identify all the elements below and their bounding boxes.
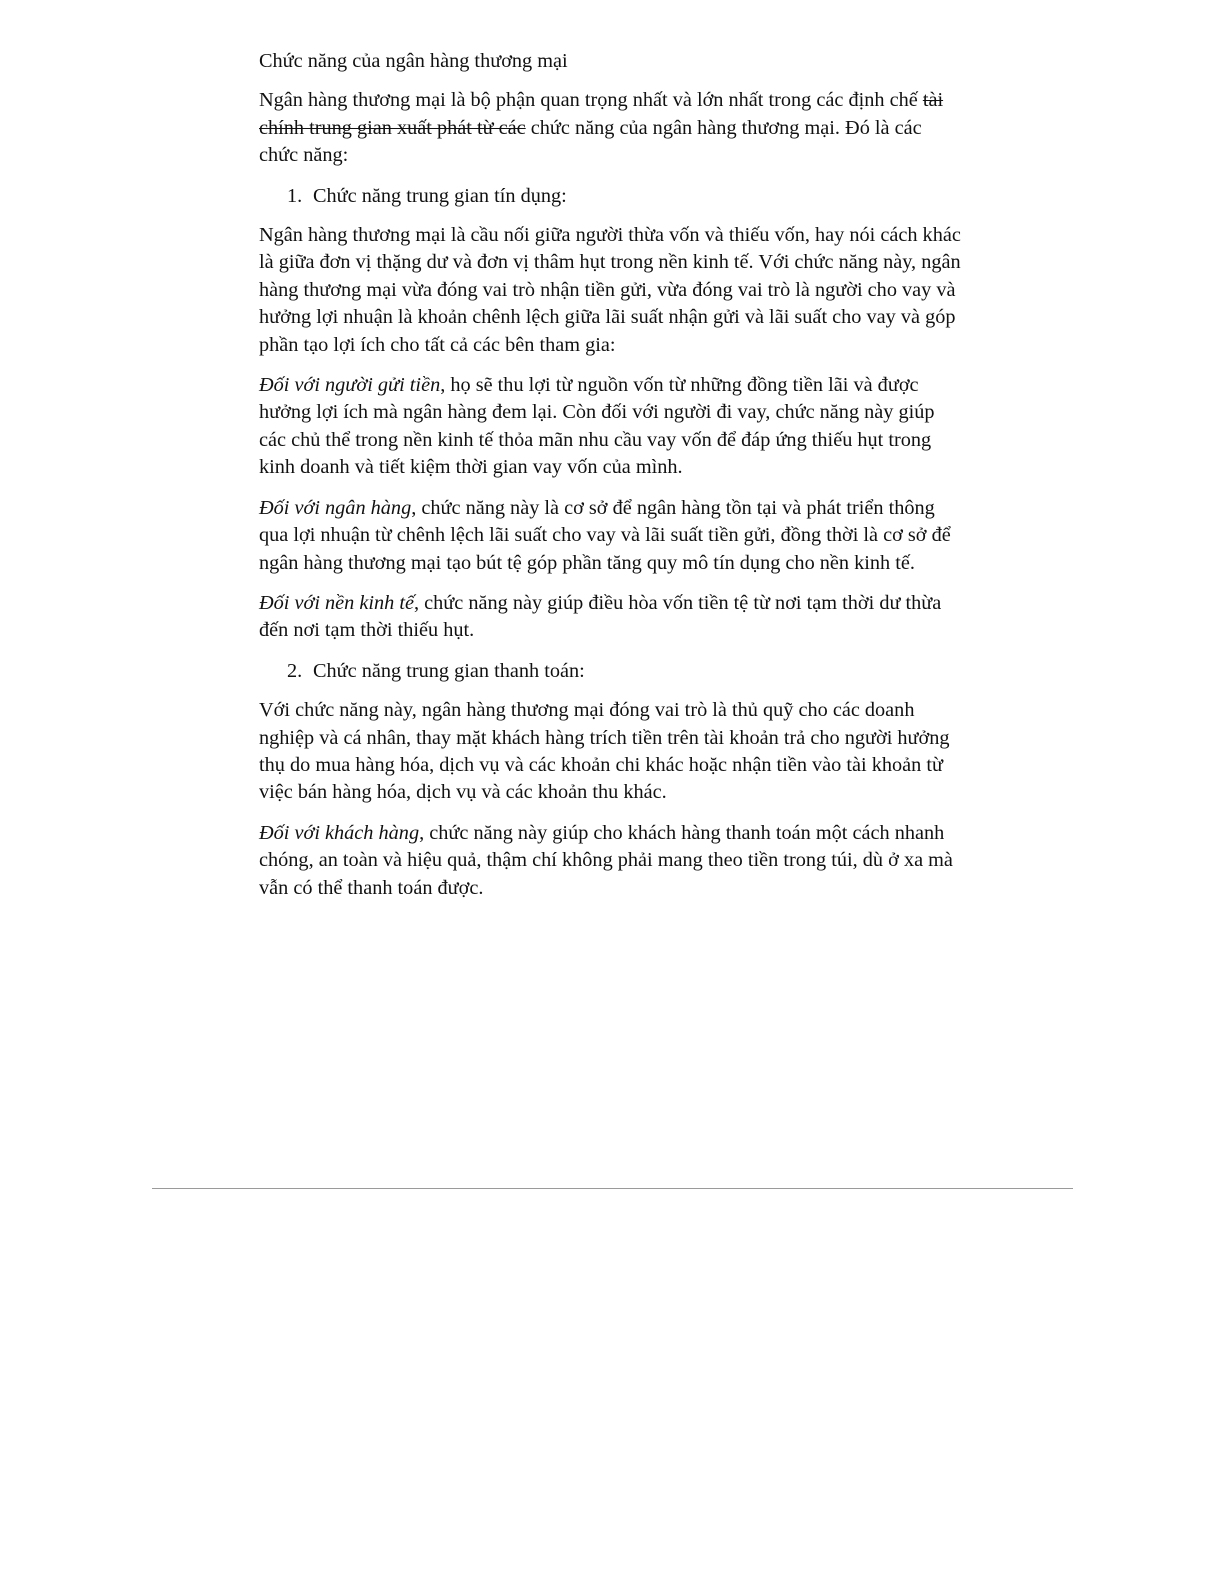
intro-paragraph	[259, 87, 964, 169]
bank-text: , chức năng này là cơ sở để ngân hàng tồn tại và phát triển thông qua lợi nhuận từ chênh lệch lãi suất cho vay và lãi suất tiền gửi, đồng thời là cơ sở để ngân hàng thương mại tạo bút tệ góp phần tăng quy mô tín dụng cho nền kinh tế.	[259, 496, 951, 574]
section-1-heading	[259, 183, 964, 210]
customer-paragraph	[259, 820, 964, 902]
document-body	[259, 48, 964, 915]
section-2-heading	[259, 658, 964, 685]
page-bottom-divider	[152, 1188, 1073, 1189]
economy-paragraph	[259, 590, 964, 645]
section-1-body: Ngân hàng thương mại là cầu nối giữa người thừa vốn và thiếu vốn, hay nói cách khác là giữa đơn vị thặng dư và đơn vị thâm hụt trong nền kinh tế. Với chức năng này, ngân hàng thương mại vừa đóng vai trò nhận tiền gửi, vừa đóng vai trò là người cho vay và hưởng lợi nhuận là khoản chênh lệch giữa lãi suất nhận gửi và lãi suất cho vay và góp phần tạo lợi ích cho tất cả các bên tham gia:	[259, 224, 961, 356]
customer-text: , chức năng này giúp cho khách hàng thanh toán một cách nhanh chóng, an toàn và hiệu quả, thậm chí không phải mang theo tiền trong túi, dù ở xa mà vẫn có thể thanh toán được.	[259, 821, 953, 899]
section-1-number: 1.	[287, 184, 303, 207]
depositor-paragraph	[259, 372, 964, 482]
intro-text-start: Ngân hàng thương mại là bộ phận quan trọng nhất và lớn nhất trong các định chế	[259, 89, 923, 112]
bank-lead: Đối với ngân hàng	[259, 496, 412, 519]
economy-text: , chức năng này giúp điều hòa vốn tiền tệ từ nơi tạm thời dư thừa đến nơi tạm thời thiếu hụt.	[259, 591, 942, 642]
section-2-number: 2.	[287, 659, 303, 682]
depositor-text: , họ sẽ thu lợi từ nguồn vốn từ những đồng tiền lãi và được hưởng lợi ích mà ngân hàng đem lại. Còn đối với người đi vay, chức năng này giúp các chủ thể trong nền kinh tế thỏa mãn nhu cầu vay vốn để đáp ứng thiếu hụt trong kinh doanh và tiết kiệm thời gian vay vốn của mình.	[259, 374, 935, 479]
section-2-heading-text: Chức năng trung gian thanh toán:	[313, 659, 585, 682]
intro-struck-text: tài chính trung gian xuất phát từ các	[259, 89, 944, 139]
depositor-lead: Đối với người gửi tiền	[259, 374, 441, 397]
intro-text-end: chức năng của ngân hàng thương mại. Đó là các chức năng:	[259, 116, 922, 167]
customer-lead: Đối với khách hàng	[259, 821, 420, 844]
economy-lead: Đối với nền kinh tế	[259, 591, 415, 614]
bank-paragraph	[259, 495, 964, 577]
document-title: Chức năng của ngân hàng thương mại	[259, 50, 568, 72]
section-2-body: Với chức năng này, ngân hàng thương mại đóng vai trò là thủ quỹ cho các doanh nghiệp và cá nhân, thay mặt khách hàng trích tiền trên tài khoản trả cho người hưởng thụ do mua hàng hóa, dịch vụ và các khoản chi khác hoặc nhận tiền vào tài khoản từ việc bán hàng hóa, dịch vụ và các khoản thu khác.	[259, 699, 950, 804]
section-1-heading-text: Chức năng trung gian tín dụng:	[313, 184, 567, 207]
